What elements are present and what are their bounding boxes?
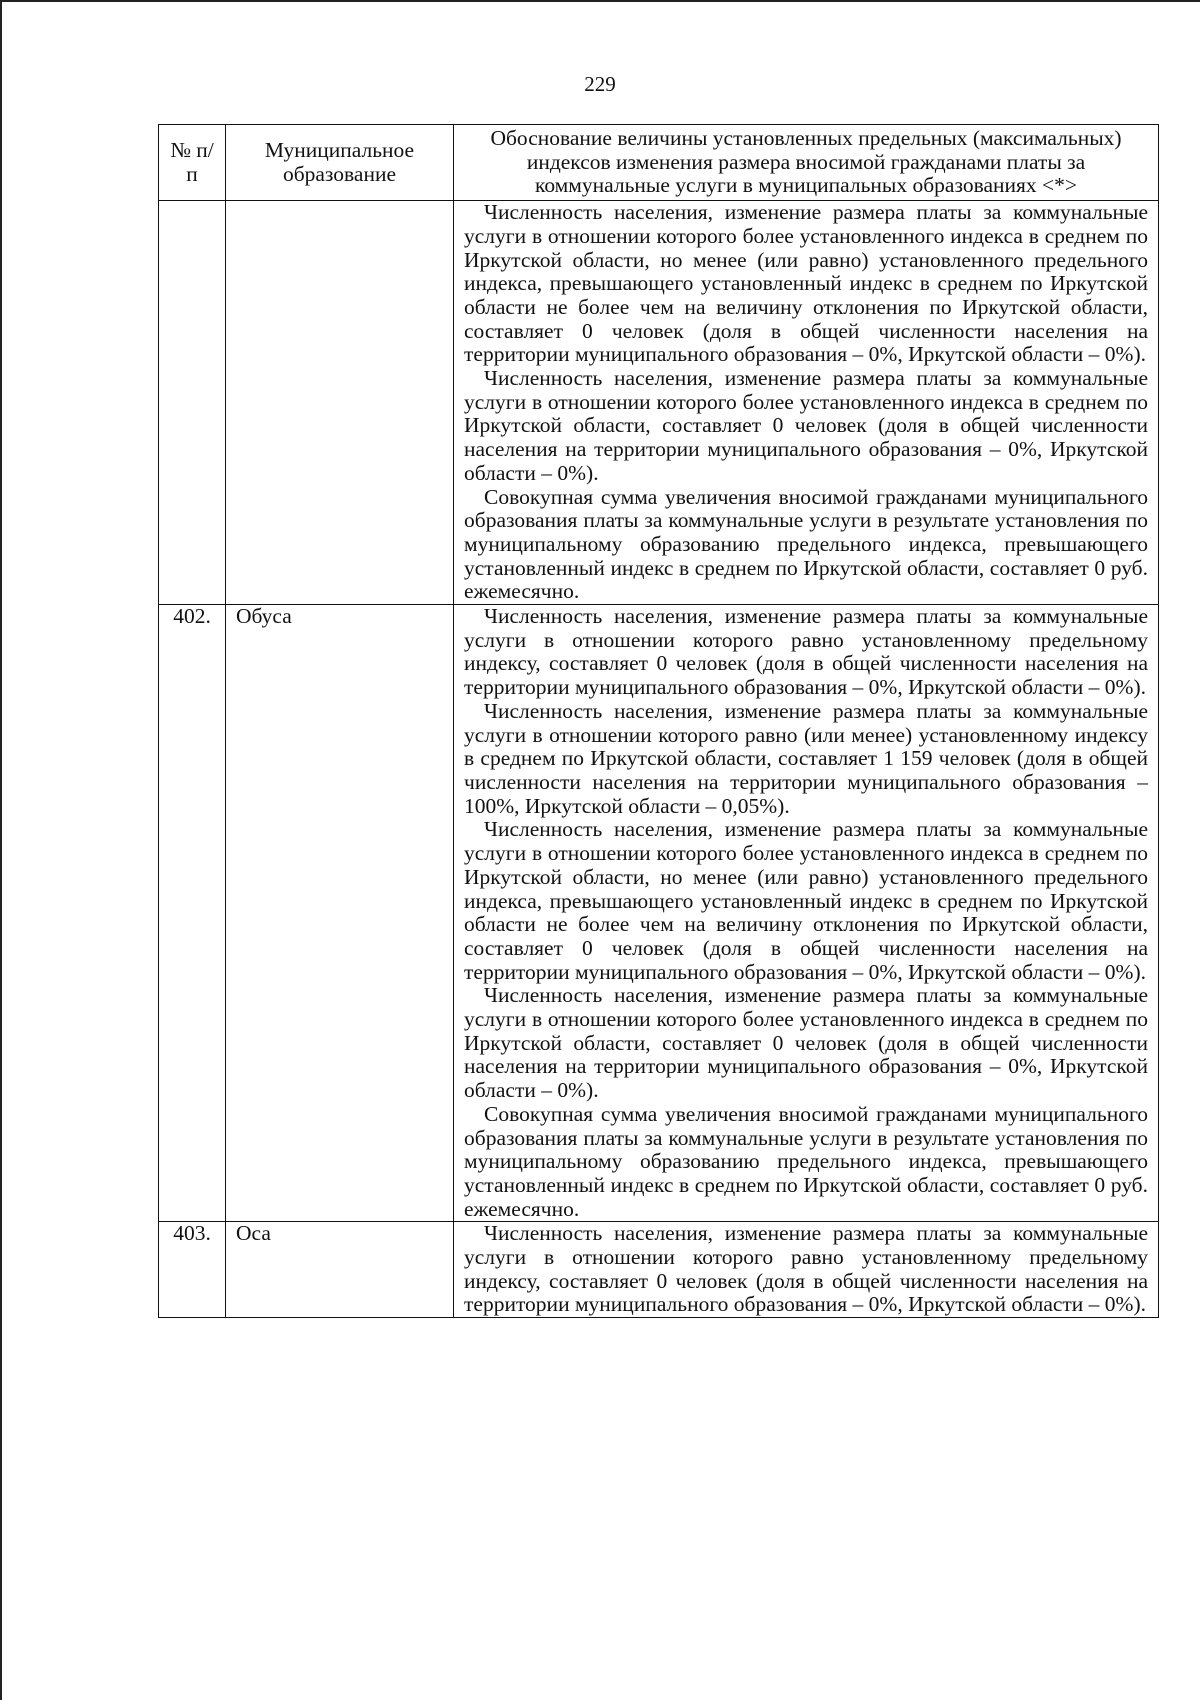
header-number: № п/п xyxy=(159,125,226,201)
municipality-name xyxy=(226,201,454,605)
table-row xyxy=(159,605,1159,1222)
header-justification: Обоснование величины установленных предельных (максимальных) индексов изменения размера вносимой гражданами платы за коммунальные услуги в муниципальных образованиях <*> xyxy=(454,125,1159,201)
justification-paragraph: Совокупная сумма увеличения вносимой гражданами муниципального образования платы за коммунальные услуги в результате установления по муниципальному образованию предельного индекса, превышающего установленный индекс в среднем по Иркутской области, составляет 0 руб. ежемесячно. xyxy=(464,484,1148,604)
scan-border-left xyxy=(0,0,2,1700)
justification-paragraph: Численность населения, изменение размера платы за коммунальные услуги в отношении которого более установленного индекса в среднем по Иркутской области, но менее (или равно) установленного предельного индекса, превышающего установленный индекс в среднем по Иркутской области не более чем на величину отклонения по Иркутской области, составляет 0 человек (доля в общей численности населения на территории муниципального образования – 0%, Иркутской области – 0%). xyxy=(464,200,1148,367)
table-row xyxy=(159,201,1159,605)
justification-paragraph: Численность населения, изменение размера платы за коммунальные услуги в отношении которого равно (или менее) установленному индексу в среднем по Иркутской области, составляет 1 159 человек (доля в общей численности населения на территории муниципального образования – 100%, Иркутской области – 0,05%). xyxy=(464,698,1148,818)
justification-paragraph: Численность населения, изменение размера платы за коммунальные услуги в отношении которого более установленного индекса в среднем по Иркутской области, составляет 0 человек (доля в общей численности населения на территории муниципального образования – 0%, Иркутской области – 0%). xyxy=(464,366,1148,485)
table-row xyxy=(159,1222,1159,1318)
municipality-name: Оса xyxy=(226,1222,454,1318)
page-number: 229 xyxy=(584,72,616,96)
table-body xyxy=(159,201,1159,1318)
table-header-row xyxy=(159,125,1159,201)
justification-cell xyxy=(454,605,1159,1222)
scan-border-top xyxy=(0,0,1200,2)
justification-paragraph: Численность населения, изменение размера платы за коммунальные услуги в отношении которого более установленного индекса в среднем по Иркутской области, но менее (или равно) установленного предельного индекса, превышающего установленный индекс в среднем по Иркутской области не более чем на величину отклонения по Иркутской области, составляет 0 человек (доля в общей численности населения на территории муниципального образования – 0%, Иркутской области – 0%). xyxy=(464,817,1148,984)
header-municipality: Муниципальное образование xyxy=(226,125,454,201)
justification-cell xyxy=(454,201,1159,605)
justification-paragraph: Совокупная сумма увеличения вносимой гражданами муниципального образования платы за коммунальные услуги в результате установления по муниципальному образованию предельного индекса, превышающего установленный индекс в среднем по Иркутской области, составляет 0 руб. ежемесячно. xyxy=(464,1101,1148,1221)
row-number: 403. xyxy=(159,1222,226,1318)
municipality-name: Обуса xyxy=(226,605,454,1222)
justification-cell xyxy=(454,1222,1159,1318)
row-number: 402. xyxy=(159,605,226,1222)
row-number xyxy=(159,201,226,605)
justification-paragraph: Численность населения, изменение размера платы за коммунальные услуги в отношении которого более установленного индекса в среднем по Иркутской области, составляет 0 человек (доля в общей численности населения на территории муниципального образования – 0%, Иркутской области – 0%). xyxy=(464,983,1148,1103)
justification-paragraph: Численность населения, изменение размера платы за коммунальные услуги в отношении которого равно установленному предельному индексу, составляет 0 человек (доля в общей численности населения на территории муниципального образования – 0%, Иркутской области – 0%). xyxy=(464,604,1148,700)
justification-paragraph: Численность населения, изменение размера платы за коммунальные услуги в отношении которого равно установленному предельному индексу, составляет 0 человек (доля в общей численности населения на территории муниципального образования – 0%, Иркутской области – 0%). xyxy=(464,1221,1148,1317)
tariff-justification-table xyxy=(158,124,1159,1318)
